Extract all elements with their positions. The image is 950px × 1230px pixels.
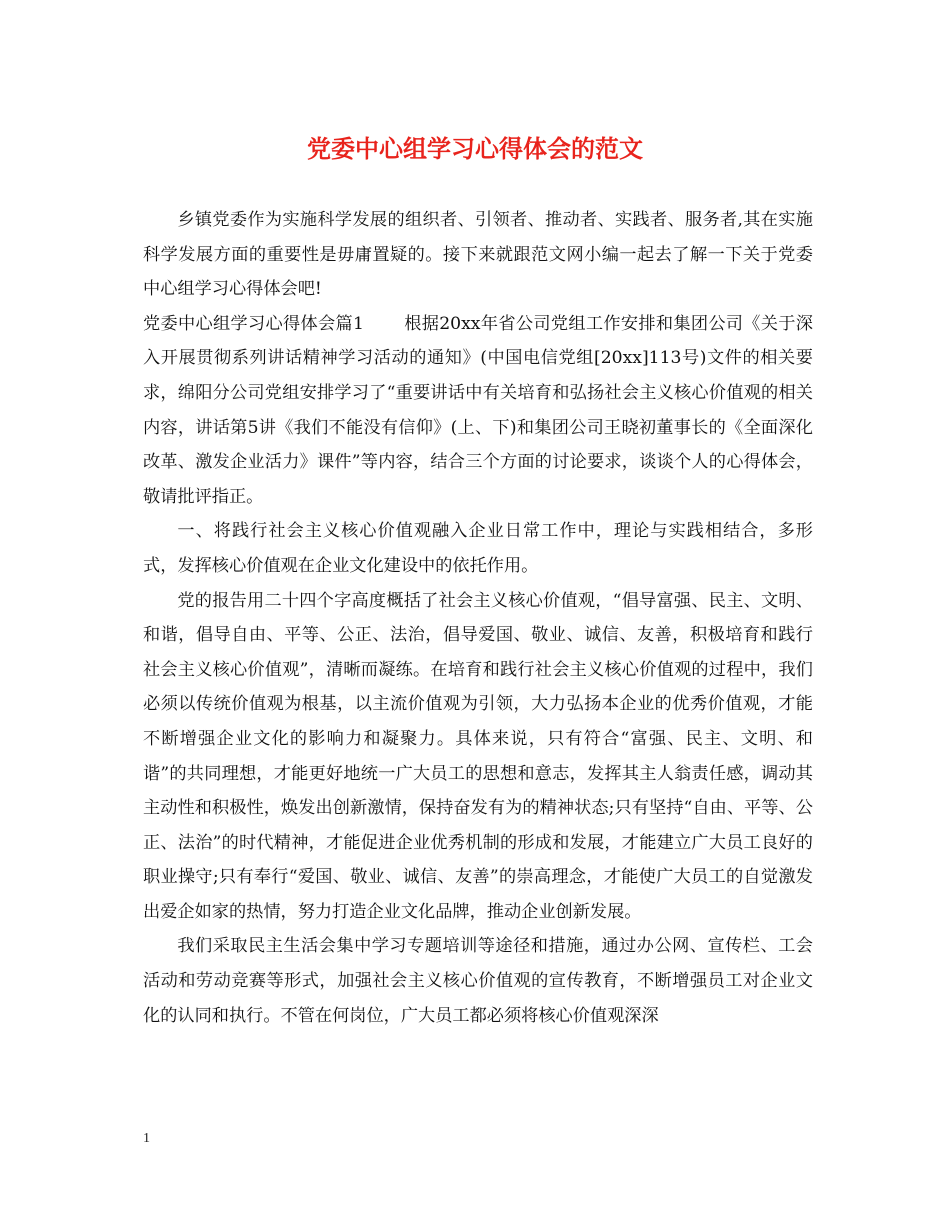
article-heading: 党委中心组学习心得体会篇1 bbox=[143, 313, 364, 334]
body-paragraph-1: 一、将践行社会主义核心价值观融入企业日常工作中，理论与实践相结合，多形式，发挥核心价值观在企业文化建设中的依托作用。 bbox=[143, 521, 813, 576]
article-heading-paragraph bbox=[143, 307, 813, 515]
article-lead: 根据20xx年省公司党组工作安排和集团公司《关于深入开展贯彻系列讲话精神学习活动的通知》(中国电信党组[20xx]113号)文件的相关要求，绵阳分公司党组安排学习了“重要讲话中有关培育和弘扬社会主义核心价值观的相关内容，讲话第5讲《我们不能没有信仰》(上、下)和集团公司王晓初董事长的《全面深化改革、激发企业活力》课件”等内容，结合三个方面的讨论要求，谈谈个人的心得体会，敬请批评指正。 bbox=[143, 313, 813, 507]
document-body bbox=[143, 203, 813, 1033]
document-title: 党委中心组学习心得体会的范文 bbox=[307, 134, 643, 163]
body-paragraph-3: 我们采取民主生活会集中学习专题培训等途径和措施，通过办公网、宣传栏、工会活动和劳动竞赛等形式，加强社会主义核心价值观的宣传教育，不断增强员工对企业文化的认同和执行。不管在何岗位，广大员工都必须将核心价值观深深 bbox=[143, 936, 813, 1026]
body-paragraph-2: 党的报告用二十四个字高度概括了社会主义核心价值观，“倡导富强、民主、文明、和谐，倡导自由、平等、公正、法治，倡导爱国、敬业、诚信、友善，积极培育和践行社会主义核心价值观”，清晰而凝练。在培育和践行社会主义核心价值观的过程中，我们必须以传统价值观为根基，以主流价值观为引领，大力弘扬本企业的优秀价值观，才能不断增强企业文化的影响力和凝聚力。具体来说，只有符合“富强、民主、文明、和谐”的共同理想，才能更好地统一广大员工的思想和意志，发挥其主人翁责任感，调动其主动性和积极性，焕发出创新激情，保持奋发有为的精神状态;只有坚持“自由、平等、公正、法治”的时代精神，才能促进企业优秀机制的形成和发展，才能建立广大员工良好的职业操守;只有奉行“爱国、敬业、诚信、友善”的崇高理念，才能使广大员工的自觉激发出爱企如家的热情，努力打造企业文化品牌，推动企业创新发展。 bbox=[143, 590, 813, 922]
page-number: 1 bbox=[143, 1131, 150, 1146]
intro-paragraph: 乡镇党委作为实施科学发展的组织者、引领者、推动者、实践者、服务者,其在实施科学发展方面的重要性是毋庸置疑的。接下来就跟范文网小编一起去了解一下关于党委中心组学习心得体会吧! bbox=[143, 210, 813, 300]
